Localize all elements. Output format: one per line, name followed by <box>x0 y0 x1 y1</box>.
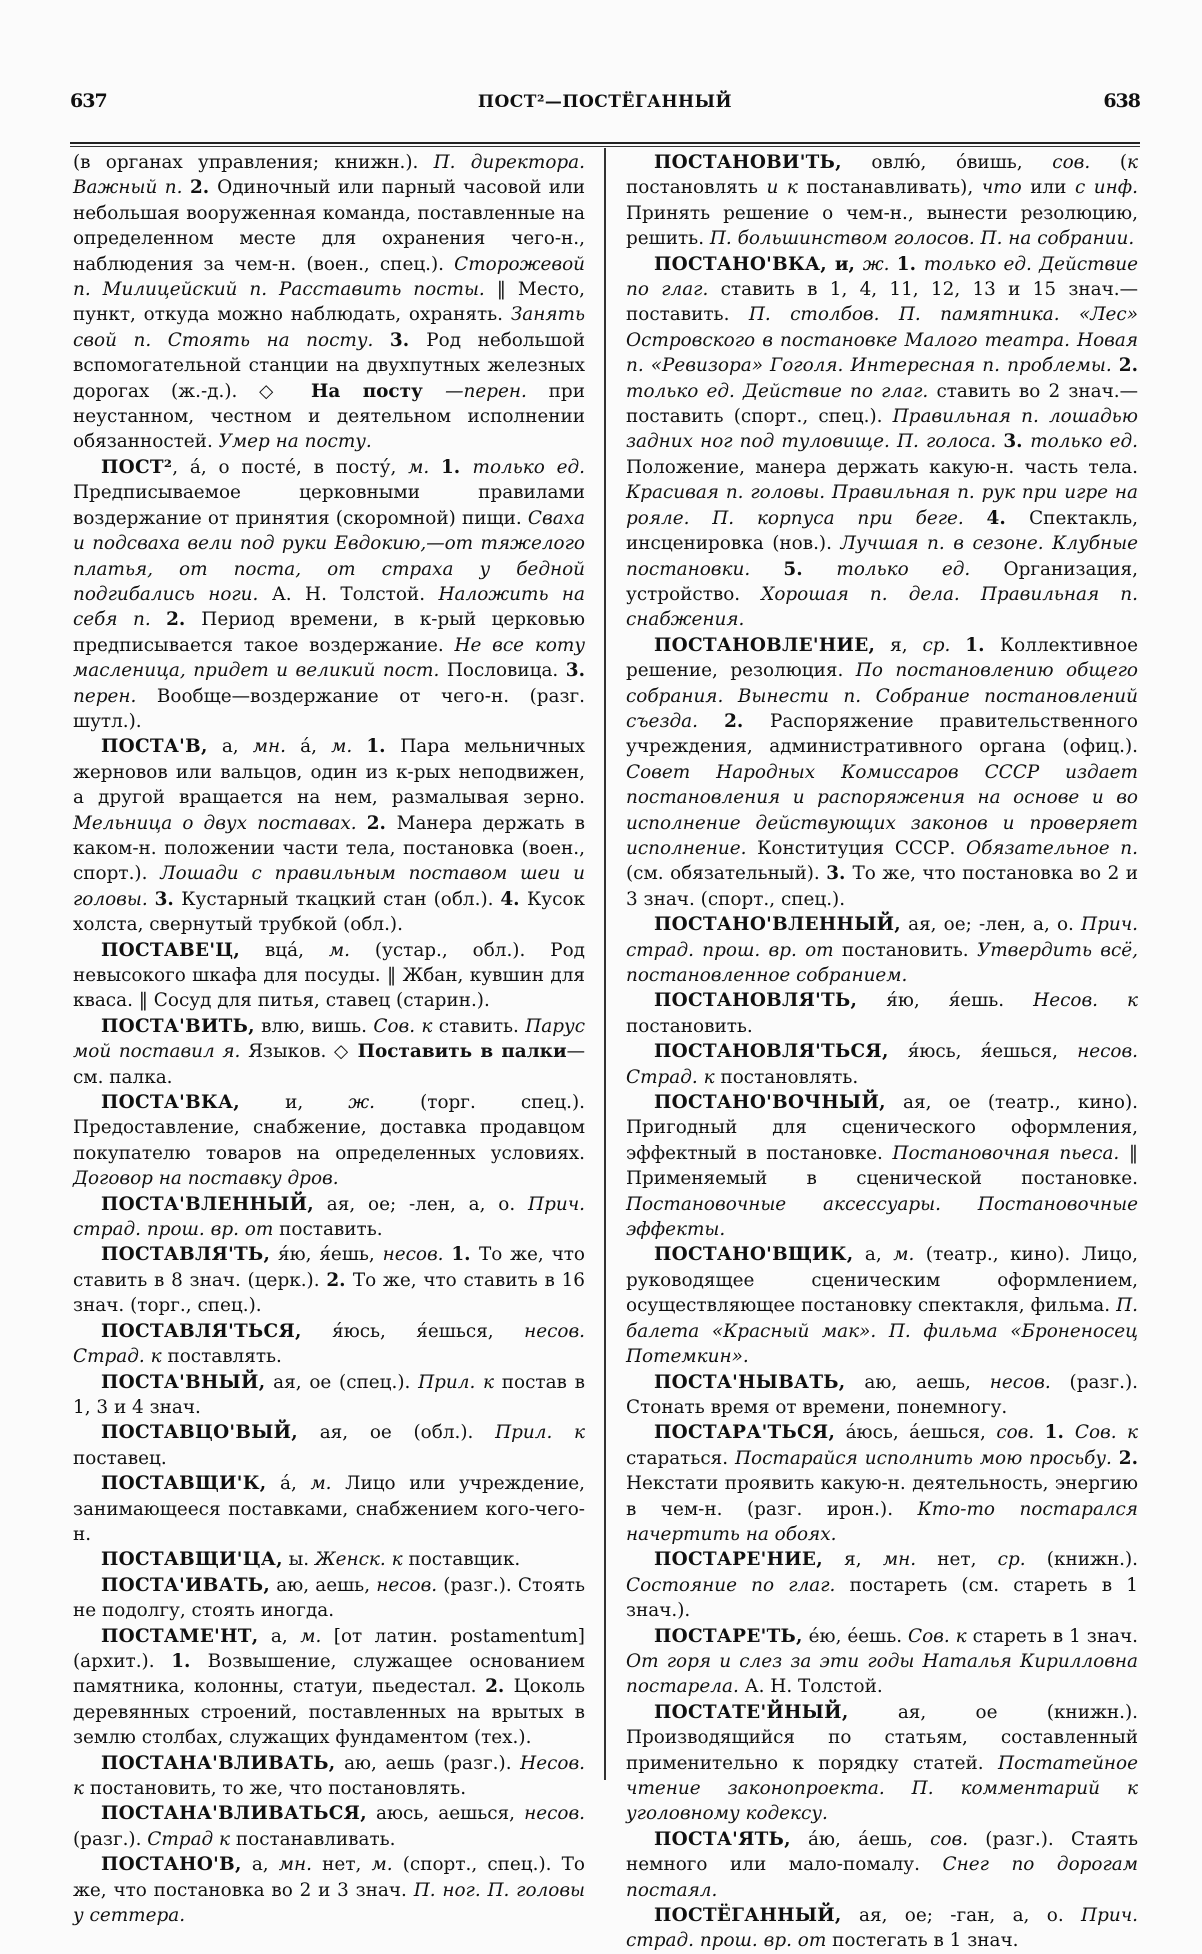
body-text: То же, что ставить в 8 знач. (церк.). <box>73 1244 585 1291</box>
body-text: —см. палка. <box>73 1041 585 1088</box>
body-text: Манера держать в каком-н. положении части тела, постановка (воен., спорт.). <box>73 812 585 885</box>
body-text: á, <box>266 1473 311 1495</box>
headword: ПОСТАНОВЛЕ'НИЕ, <box>654 634 876 656</box>
italic-text: мн. <box>278 1854 323 1876</box>
body-text: ‖ Место, пункт, откуда можно наблюдать, охранять. <box>73 279 585 326</box>
italic-text: м. <box>371 1854 403 1876</box>
body-text: я, <box>822 1549 883 1571</box>
italic-text: П. столбов. П. памятника. «Лес» Островского в постановке Малого театра. Новая п. «Ревизора» Гоголя. Интересная п. проблемы. <box>626 304 1138 377</box>
headword: ПОСТА'ВЛЕННЫЙ, <box>101 1193 314 1215</box>
body-text: постановить, то же, что постановлять. <box>89 1778 467 1799</box>
body-text: постегать в 1 знач. <box>832 1930 1019 1952</box>
italic-text: От горя и слез за эти годы Наталья Кирилловна постарела. <box>626 1650 1138 1698</box>
headword: ПОСТАВЩИ'ЦА, <box>101 1549 283 1571</box>
italic-text: несов. <box>382 1244 452 1266</box>
body-text: а, <box>241 1854 279 1876</box>
headword: ПОСТА'ВНЫЙ, <box>101 1371 266 1393</box>
sense-number: 1. <box>440 456 473 478</box>
body-text: постановить. <box>841 939 977 961</box>
italic-text: По постановлению общего собрания. Вынести п. Собрание постановлений съезда. <box>626 660 1139 732</box>
dictionary-entry <box>73 455 585 734</box>
italic-text: Сваха и подсваха вели под руки Евдокию,—от тяжелого платья, от поста, от страха у бедной подгибались ноги. <box>73 507 585 605</box>
italic-text: Сторожевой п. Милицейский п. Расставить посты. <box>73 253 585 301</box>
body-text: Цоколь деревянных строений, поставленных на врытых в землю столбах, служащих фундаментом (тех.). <box>73 1676 585 1749</box>
body-text: овлю́, о́вишь, <box>841 152 1053 173</box>
body-text: ая, ое; -ган, а, о. <box>841 1905 1082 1927</box>
headword: ПОСТАТЕ'ЙНЫЙ, <box>654 1701 849 1723</box>
running-head: ПОСТ²—ПОСТЁГАННЫЙ <box>477 92 733 112</box>
italic-text: Прич. страд. прош. вр. от <box>626 914 1138 961</box>
body-text: Кусок холста, свернутый трубкой (обл.). <box>73 888 585 936</box>
body-text: нет, <box>937 1549 998 1571</box>
body-text: ая, ое; -лен, а, о. <box>313 1193 529 1215</box>
italic-text: Состояние по глаг. <box>626 1574 850 1596</box>
body-text: ы. <box>282 1549 315 1571</box>
italic-text: только ед. <box>836 558 1004 580</box>
italic-text: мн. <box>882 1549 938 1571</box>
dictionary-entry <box>626 150 1138 252</box>
headword: ПОСТА'В, <box>101 736 208 758</box>
body-text: Организация, устройство. <box>626 558 1138 605</box>
dictionary-entry <box>73 1090 585 1192</box>
body-text: Вообще—воздержание от чего-н. (разг. шутл.). <box>73 685 585 732</box>
body-text: То же, что постановка во 2 и 3 знач. (спорт., спец.). <box>626 863 1139 910</box>
italic-text: несов. Страд. к <box>73 1320 585 1368</box>
page-number-left: 637 <box>70 90 107 112</box>
italic-text: П. большинством голосов. П. на собрании. <box>709 228 1135 250</box>
italic-text: —перен. <box>445 380 549 402</box>
dictionary-entry <box>626 1624 1138 1700</box>
sense-number: 3. <box>389 329 427 351</box>
body-text: постановлять <box>626 177 767 199</box>
body-text: Пословица. <box>446 660 566 682</box>
dictionary-entry <box>73 1471 585 1547</box>
body-text: áюсь, áешься, <box>835 1422 997 1444</box>
body-text: ая, ое; -лен, а, о. <box>900 914 1082 936</box>
headword: ПОСТАВЩИ'К, <box>101 1473 267 1495</box>
dictionary-entry <box>73 1852 585 1928</box>
body-text: Некстати проявить какую-н. деятельность, энергию в чем-н. (разг. ирон.). <box>626 1473 1138 1520</box>
dictionary-entry <box>626 1700 1138 1827</box>
headword: ПОСТАВЕ'Ц, <box>101 939 241 961</box>
dictionary-entry <box>73 938 585 1014</box>
dictionary-entry <box>626 988 1138 1039</box>
page-number-right: 638 <box>1103 90 1140 112</box>
italic-text: м. <box>331 736 367 758</box>
body-text: (разг.). Стонать время от времени, понемногу. <box>626 1371 1138 1418</box>
body-text: я́ю, я́ешь. <box>857 990 1034 1012</box>
headword: ПОСТА'ВИТЬ, <box>101 1015 255 1037</box>
body-text: ставить. <box>438 1015 526 1037</box>
body-text: постанавливать), <box>806 177 982 199</box>
sense-number: 1. <box>171 1650 208 1672</box>
body-text: ая, ое (спец.). <box>265 1371 419 1393</box>
page-header <box>70 84 1140 124</box>
headword: ПОСТАВЛЯ'ТЬ, <box>101 1244 271 1266</box>
headword: ПОСТАНО'ВКА, <box>654 253 827 275</box>
headword: ПОСТАРЕ'НИЕ, <box>654 1549 823 1571</box>
italic-text: ср. <box>922 634 966 656</box>
sense-number: 1. <box>1044 1422 1075 1444</box>
body-text: Пара мельничных жерновов или вальцов, один из к-рых неподвижен, а другой вращается на нем, размалывая зерно. <box>73 736 585 809</box>
body-text: аю, аешь (разг.). <box>335 1752 521 1774</box>
sense-number: Поставить в палки <box>357 1041 567 1063</box>
headword: ПОСТАРА'ТЬСЯ, <box>654 1422 836 1444</box>
italic-text: несов. Страд. к <box>626 1041 1138 1088</box>
italic-text: м. <box>893 1244 926 1266</box>
dictionary-entry <box>73 1420 585 1471</box>
italic-text: Утвердить всё, постановленное собранием. <box>626 939 1138 986</box>
sense-number: 2. <box>366 812 397 834</box>
body-text: постанавливать. <box>235 1828 396 1850</box>
sense-number: 1. <box>896 253 924 275</box>
headword: ПОСТАМЕ'НТ, <box>101 1625 259 1647</box>
body-text: (разг.). Стаять немного или мало-помалу. <box>626 1828 1138 1876</box>
body-text: Конституция СССР. <box>757 837 966 859</box>
italic-text: только ед. Действие по глаг. <box>626 253 1138 301</box>
body-text: Род небольшой вспомогательной станции на двухпутных железных дорогах (ж.-д.). ◇ <box>73 329 585 402</box>
body-text: (театр., кино). Лицо, руководящее сценическим оформлением, осуществляющее постановку спектакля, фильма. <box>626 1244 1138 1317</box>
headword: ПОСТАНО'ВЛЕННЫЙ, <box>654 914 901 936</box>
sense-number: 3. <box>826 863 853 885</box>
body-text: я́юсь, я́ешься, <box>301 1320 525 1342</box>
italic-text: Сов. к <box>908 1625 973 1647</box>
italic-text: м. <box>310 1473 346 1495</box>
italic-text: несов. <box>376 1574 444 1596</box>
body-text: Языков. ◇ <box>248 1041 358 1063</box>
italic-text: Несов. к <box>73 1752 585 1799</box>
italic-text: Лучшая п. в сезоне. Клубные постановки. <box>626 533 1138 580</box>
body-text: а, <box>853 1244 894 1266</box>
header-rule <box>70 142 1140 147</box>
italic-text: Страд к <box>147 1828 236 1850</box>
italic-text: Обязательное п. <box>966 837 1138 859</box>
italic-text: Постановочные аксессуары. Постановочные эффекты. <box>626 1193 1138 1241</box>
italic-text: Прич. страд. прош. вр. от <box>626 1905 1138 1952</box>
body-text: или <box>1030 177 1075 199</box>
italic-text: Снег по дорогам постаял. <box>626 1854 1138 1901</box>
dictionary-entry <box>73 1242 585 1318</box>
italic-text: Несов. к <box>1033 990 1138 1012</box>
italic-text: Парус мой поставил я. <box>73 1015 585 1063</box>
body-text: ая, ое (обл.). <box>297 1422 496 1444</box>
body-text: я́юсь, я́ешься, <box>888 1041 1078 1063</box>
dictionary-entry <box>626 1903 1138 1954</box>
italic-text: ср. <box>997 1549 1047 1571</box>
body-text: а, <box>258 1625 301 1647</box>
dictionary-entry <box>73 1573 585 1624</box>
body-text: и, <box>239 1092 349 1114</box>
italic-text: Хорошая п. дела. Правильная п. снабжения. <box>626 583 1138 631</box>
italic-text: только ед. Действие по глаг. <box>626 380 937 402</box>
body-text: поставить. <box>279 1219 383 1241</box>
body-text: ставить в 1, 4, 11, 12, 13 и 15 знач.—поставить. <box>626 279 1139 326</box>
italic-text: сов. <box>930 1828 986 1850</box>
dictionary-entry <box>626 912 1138 988</box>
sense-number: 2. <box>166 609 202 631</box>
italic-text: ж. <box>862 253 897 275</box>
italic-text: м. <box>408 456 441 478</box>
sense-number: 3. <box>1003 431 1031 453</box>
body-text: (см. обязательный). <box>626 863 827 885</box>
italic-text: Сов. к <box>373 1015 439 1037</box>
italic-text: Постарайся исполнить мою просьбу. <box>734 1447 1119 1469</box>
headword: ПОСТА'ВКА, <box>101 1092 240 1114</box>
dictionary-entry <box>73 1192 585 1243</box>
body-text: (устар., обл.). Род невысокого шкафа для посуды. ‖ Жбан, кувшин для кваса. ‖ Сосуд для питья, ставец (старин.). <box>73 939 585 1012</box>
body-text: аю, аешь, <box>270 1574 377 1596</box>
headword: ПОСТ² <box>101 456 173 478</box>
italic-text: Прил. к <box>495 1422 586 1444</box>
headword: ПОСТЁГАННЫЙ, <box>654 1905 842 1927</box>
body-text: А. Н. Толстой. <box>744 1676 883 1698</box>
dictionary-entry <box>626 1420 1138 1547</box>
italic-text: несов. <box>989 1371 1070 1393</box>
headword: ПОСТАНОВИ'ТЬ, <box>654 152 842 173</box>
body-text: ( <box>1119 152 1127 173</box>
dictionary-entry <box>626 252 1138 633</box>
sense-number: 3. <box>154 888 182 910</box>
body-text: Период времени, в к-рый церковью предписывается такое воздержание. <box>73 609 585 656</box>
body-text: (торг. спец.). Предоставление, снабжение, доставка продавцом покупателю товаров на определенных условиях. <box>73 1092 586 1164</box>
italic-text: Занять свой п. Стоять на посту. <box>73 304 585 351</box>
body-text: (разг.). Стоять не подолгу, стоять иногда. <box>73 1574 585 1622</box>
italic-text: сов. <box>1052 152 1120 173</box>
headword: ПОСТАРЕ'ТЬ, <box>654 1625 803 1647</box>
body-text: Кустарный ткацкий стан (обл.). <box>181 888 501 910</box>
dictionary-entry <box>626 1370 1138 1421</box>
body-text: éю, éешь. <box>802 1625 909 1647</box>
dictionary-entry <box>73 1319 585 1370</box>
italic-text: П. директора. Важный п. <box>73 152 585 199</box>
body-text: стараться. <box>626 1447 735 1469</box>
sense-number: 2. <box>1118 355 1138 377</box>
headword: ПОСТАНОВЛЯ'ТЬ, <box>654 990 858 1012</box>
body-text: аюсь, аешься, <box>366 1803 525 1825</box>
body-text: То же, что ставить в 16 знач. (торг., спец.). <box>73 1269 585 1317</box>
headword: ПОСТАНА'ВЛИВАТЬСЯ, <box>101 1803 367 1825</box>
body-text: вцá, <box>240 939 329 961</box>
italic-text: П. ног. П. головы у сеттера. <box>73 1879 585 1927</box>
dictionary-entry <box>73 1801 585 1852</box>
body-text: нет, <box>322 1854 372 1876</box>
dictionary-entry <box>626 1039 1138 1090</box>
sense-number: 2. <box>1118 1447 1138 1469</box>
body-text: постав в 1, 3 и 4 знач. <box>73 1371 586 1418</box>
italic-text: Мельница о двух поставах. <box>73 812 367 834</box>
body-text: я, <box>875 634 923 656</box>
body-text: áю, áешь, <box>790 1828 931 1850</box>
dictionary-entry <box>73 734 585 937</box>
body-text: Предписываемое церковными правилами воздержание от принятия (скоромной) пищи. <box>73 482 585 529</box>
headword: ПОСТАВЦО'ВЫЙ, <box>101 1422 298 1444</box>
sense-number: 4. <box>986 507 1030 529</box>
italic-text: Совет Народных Комиссаров СССР издает постановления и распоряжения на основе и во исполнение действующих законов и проверяет исполнение. <box>626 761 1138 859</box>
headword: ПОСТАНО'ВОЧНЫЙ, <box>654 1092 886 1114</box>
dictionary-entry <box>73 1624 585 1751</box>
italic-text: П. балета «Красный мак». П. фильма «Броненосец Потемкин». <box>626 1295 1138 1368</box>
body-text: (книжн.). <box>1046 1549 1139 1571</box>
italic-text: Постатейное чтение законопроекта. П. комментарий к уголовному кодексу. <box>626 1752 1138 1825</box>
headword: ПОСТАВЛЯ'ТЬСЯ, <box>101 1320 302 1342</box>
left-column <box>73 150 585 1928</box>
sense-number: 1. <box>451 1244 479 1266</box>
body-text: я́ю, я́ешь, <box>270 1244 383 1266</box>
body-text: Распоряжение правительственного учреждения, административного органа (офиц.). <box>626 710 1138 758</box>
dictionary-entry <box>626 1242 1138 1369</box>
sense-number: 2. <box>485 1676 514 1698</box>
italic-text: ж. <box>348 1092 421 1114</box>
dictionary-entry <box>626 633 1138 912</box>
right-column <box>626 150 1138 1954</box>
italic-text: Правильная п. лошадью задних ног под туловище. П. голоса. <box>626 406 1138 453</box>
italic-text: перен. <box>73 685 157 707</box>
sense-number: и, <box>826 253 863 275</box>
italic-text: Прил. к <box>418 1371 502 1393</box>
body-text: при неустанном, честном и деятельном исполнении обязанностей. <box>73 380 585 453</box>
sense-number: 3. <box>565 660 585 682</box>
body-text: Спектакль, инсценировка (нов.). <box>626 507 1138 555</box>
sense-number: 2. <box>189 177 218 199</box>
italic-text: Договор на поставку дров. <box>73 1168 339 1190</box>
body-text: стареть в 1 знач. <box>972 1625 1138 1647</box>
column-divider <box>604 148 606 1780</box>
italic-text: Умер на посту. <box>218 431 372 453</box>
body-text: ‖ Применяемый в сценической постановке. <box>626 1142 1139 1190</box>
italic-text: несов. <box>524 1803 585 1825</box>
body-text: Одиночный или парный часовой или небольшая вооруженная команда, поставленные на определенном месте для охранения чего-н., наблюдения за чем-н. (воен., спец.). <box>73 177 586 275</box>
headword: ПОСТАНОВЛЯ'ТЬСЯ, <box>654 1041 889 1063</box>
body-text: постановлять. <box>720 1066 859 1088</box>
dictionary-entry <box>73 1370 585 1421</box>
sense-number: 5. <box>783 558 837 580</box>
sense-number: 2. <box>326 1269 353 1291</box>
sense-number: 4. <box>500 888 528 910</box>
headword: ПОСТА'ИВАТЬ, <box>101 1574 271 1596</box>
body-text: á, <box>300 736 332 758</box>
sense-number: 1. <box>366 736 401 758</box>
body-text: (спорт., спец.). То же, что постановка во 2 и 3 знач. <box>73 1854 585 1901</box>
body-text: Возвышение, служащее основанием памятника, колонны, статуи, пьедестал. <box>73 1650 585 1698</box>
italic-text: Постановочная пьеса. <box>892 1142 1129 1164</box>
italic-text: к <box>1127 152 1138 173</box>
italic-text: м. <box>328 939 375 961</box>
italic-text: с инф. <box>1074 177 1138 199</box>
italic-text: Женск. к <box>314 1549 409 1571</box>
sense-number: 2. <box>724 710 770 732</box>
italic-text: что <box>981 177 1031 199</box>
body-text: ая, ое (театр., кино). Пригодный для сценического оформления, эффектный в постановке. <box>626 1092 1138 1164</box>
headword: ПОСТАНО'ВЩИК, <box>654 1244 854 1266</box>
body-text: а, <box>207 736 253 758</box>
body-text: ая, ое (книжн.). Производящийся по статьям, составленный применительно к порядку статей. <box>626 1701 1138 1774</box>
sense-number: 1. <box>965 634 1000 656</box>
dictionary-entry <box>626 1547 1138 1623</box>
dictionary-entry <box>626 1827 1138 1903</box>
headword: ПОСТА'ЯТЬ, <box>654 1828 791 1850</box>
italic-text: Прич. страд. прош. вр. от <box>73 1193 585 1241</box>
entry-continuation <box>73 150 585 455</box>
italic-text: Сов. к <box>1074 1422 1138 1444</box>
body-text: Лицо или учреждение, занимающееся поставками, снабжением кого-чего-н. <box>73 1473 585 1545</box>
dictionary-entry <box>73 1014 585 1090</box>
sense-number: На посту <box>311 380 446 402</box>
italic-text: Лошади с правильным поставом шеи и головы. <box>73 863 585 910</box>
body-text: поставец. <box>73 1447 167 1469</box>
body-text: аю, аешь, <box>845 1371 990 1393</box>
body-text: , á, о посте́, в посту́, <box>172 456 409 478</box>
body-text: поставщик. <box>408 1549 521 1571</box>
body-text: Коллективное решение, резолюция. <box>626 634 1138 682</box>
body-text: постановить. <box>626 1015 753 1037</box>
dictionary-entry <box>626 1090 1138 1242</box>
body-text: постареть (см. стареть в 1 знач.). <box>626 1574 1138 1622</box>
body-text: А. Н. Толстой. <box>271 583 439 605</box>
body-text: Положение, манера держать какую-н. часть тела. <box>626 456 1138 478</box>
body-text: поставлять. <box>167 1346 282 1368</box>
body-text: (в органах управления; книжн.). <box>73 152 434 173</box>
italic-text: и к <box>766 177 807 199</box>
italic-text: сов. <box>996 1422 1045 1444</box>
body-text: Принять решение о чем-н., вынести резолюцию, решить. <box>626 202 1138 250</box>
italic-text: м. <box>300 1625 334 1647</box>
body-text: [от латин. postamentum] (архит.). <box>73 1625 585 1672</box>
italic-text: Не все коту масленица, придет и великий пост. <box>73 634 585 682</box>
dictionary-entry <box>73 1547 585 1572</box>
italic-text: только ед. <box>1030 431 1138 453</box>
italic-text: Красивая п. головы. Правильная п. рук при игре на рояле. П. корпуса при беге. <box>626 482 1138 529</box>
headword: ПОСТАНА'ВЛИВАТЬ, <box>101 1752 336 1774</box>
italic-text: Наложить на себя п. <box>73 583 585 631</box>
headword: ПОСТА'НЫВАТЬ, <box>654 1371 846 1393</box>
body-text: (разг.). <box>73 1828 148 1850</box>
italic-text: мн. <box>252 736 301 758</box>
italic-text: Кто-то постарался начертить на обоях. <box>626 1498 1138 1545</box>
headword: ПОСТАНО'В, <box>101 1854 242 1876</box>
body-text: влю, вишь. <box>254 1015 374 1037</box>
body-text: ставить во 2 знач.—поставить (спорт., спец.). <box>626 380 1138 428</box>
dictionary-entry <box>73 1751 585 1802</box>
dictionary-columns <box>73 150 1139 1952</box>
italic-text: только ед. <box>472 456 585 478</box>
